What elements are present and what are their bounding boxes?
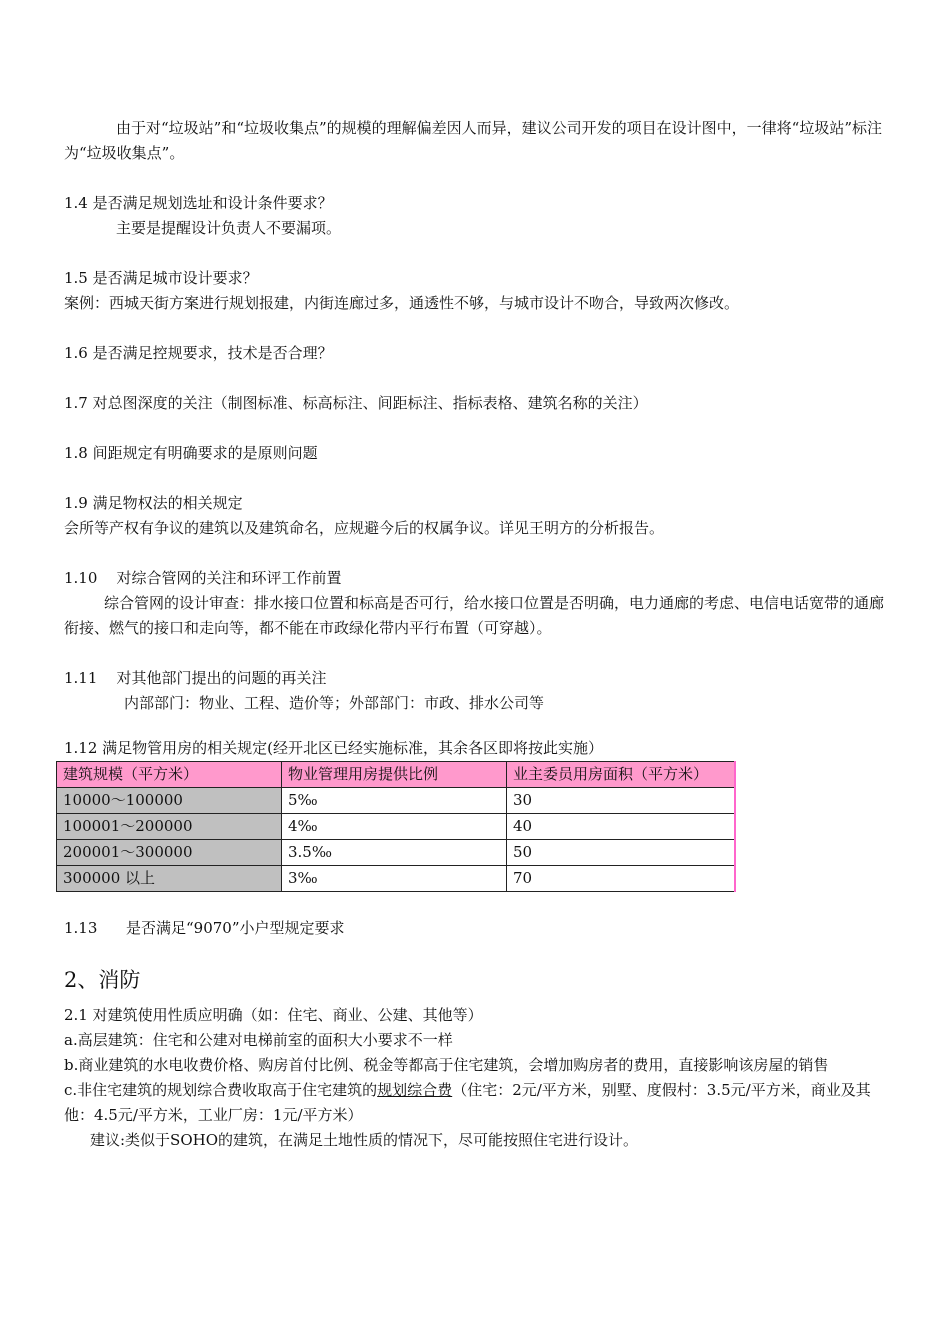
section-1-5-title: 1.5 是否满足城市设计要求？	[64, 269, 258, 287]
table-header-row	[57, 762, 736, 788]
table-cell: 40	[507, 814, 736, 840]
table-cell: 5‰	[282, 788, 507, 814]
table-header-cell: 建筑规模（平方米）	[57, 762, 282, 788]
section-1-11-body: 内部部门：物业、工程、造价等；外部部门：市政、排水公司等	[124, 694, 545, 712]
section-2-1-advice: 建议:类似于SOHO的建筑，在满足土地性质的情况下，尽可能按照住宅进行设计。	[90, 1131, 639, 1149]
table-cell: 3.5‰	[282, 840, 507, 866]
section-2-heading: 2、消防	[64, 968, 141, 992]
table-cell: 3‰	[282, 866, 507, 892]
section-1-4-body: 主要是提醒设计负责人不要漏项。	[116, 219, 342, 237]
table-cell: 10000～100000	[57, 788, 282, 814]
section-1-10-body: 综合管网的设计审查：排水接口位置和标高是否可行，给水接口位置是否明确，电力通廊的考虑、电信电话宽带的通廊衔接、燃气的接口和走向等，都不能在市政绿化带内平行布置（可穿越）。	[64, 594, 885, 637]
table-header-cell: 业主委员用房面积（平方米）	[507, 762, 736, 788]
table-row	[57, 866, 736, 892]
section-1-12-title: 1.12 满足物管用房的相关规定(经开北区已经实施标准，其余各区即将按此实施）	[64, 739, 604, 757]
intro-paragraph: 由于对“垃圾站”和“垃圾收集点”的规模的理解偏差因人而异，建议公司开发的项目在设计图中，一律将“垃圾站”标注为“垃圾收集点”。	[64, 119, 883, 162]
table-cell: 30	[507, 788, 736, 814]
item-c-detail: （住宅：2元/平方米，别墅、度假村：3.5元/平方米，商业及其他：4.5元/平方米，工业厂房：1元/平方米）	[64, 1081, 871, 1124]
section-1-4-title: 1.4 是否满足规划选址和设计条件要求？	[64, 194, 333, 212]
table-cell: 50	[507, 840, 736, 866]
section-2-1-title: 2.1 对建筑使用性质应明确（如：住宅、商业、公建、其他等）	[64, 1006, 483, 1024]
section-1-5-body: 案例：西城天街方案进行规划报建，内街连廊过多，通透性不够，与城市设计不吻合，导致两次修改。	[64, 294, 740, 312]
section-2-1-item-a: a.高层建筑：住宅和公建对电梯前室的面积大小要求不一样	[64, 1031, 453, 1049]
table-cell: 300000 以上	[57, 866, 282, 892]
table-row	[57, 814, 736, 840]
table-cell: 100001～200000	[57, 814, 282, 840]
section-2-1-item-c	[64, 1078, 886, 1128]
table-header-cell: 物业管理用房提供比例	[282, 762, 507, 788]
planning-fee-link[interactable]: 规划综合费	[377, 1081, 453, 1099]
section-1-6-title: 1.6 是否满足控规要求，技术是否合理？	[64, 344, 333, 362]
section-1-13-title: 1.13 是否满足“9070”小户型规定要求	[64, 919, 345, 937]
document-page	[64, 116, 886, 1153]
section-2-1-item-b: b.商业建筑的水电收费价格、购房首付比例、税金等都高于住宅建筑，会增加购房者的费用，直接影响该房屋的销售	[64, 1056, 829, 1074]
table-row	[57, 840, 736, 866]
section-1-9-title: 1.9 满足物权法的相关规定	[64, 494, 243, 512]
section-1-8-title: 1.8 间距规定有明确要求的是原则问题	[64, 444, 318, 462]
section-1-11-title: 1.11 对其他部门提出的问题的再关注	[64, 669, 327, 687]
section-1-10-title: 1.10 对综合管网的关注和环评工作前置	[64, 569, 342, 587]
item-c-text: c.非住宅建筑的规划综合费收取高于住宅建筑的	[64, 1081, 378, 1099]
table-cell: 70	[507, 866, 736, 892]
table-row	[57, 788, 736, 814]
property-room-table	[56, 761, 736, 892]
table-cell: 4‰	[282, 814, 507, 840]
table-cell: 200001～300000	[57, 840, 282, 866]
section-1-7-title: 1.7 对总图深度的关注（制图标准、标高标注、间距标注、指标表格、建筑名称的关注）	[64, 394, 648, 412]
section-1-9-body: 会所等产权有争议的建筑以及建筑命名，应规避今后的权属争议。详见王明方的分析报告。	[64, 519, 665, 537]
